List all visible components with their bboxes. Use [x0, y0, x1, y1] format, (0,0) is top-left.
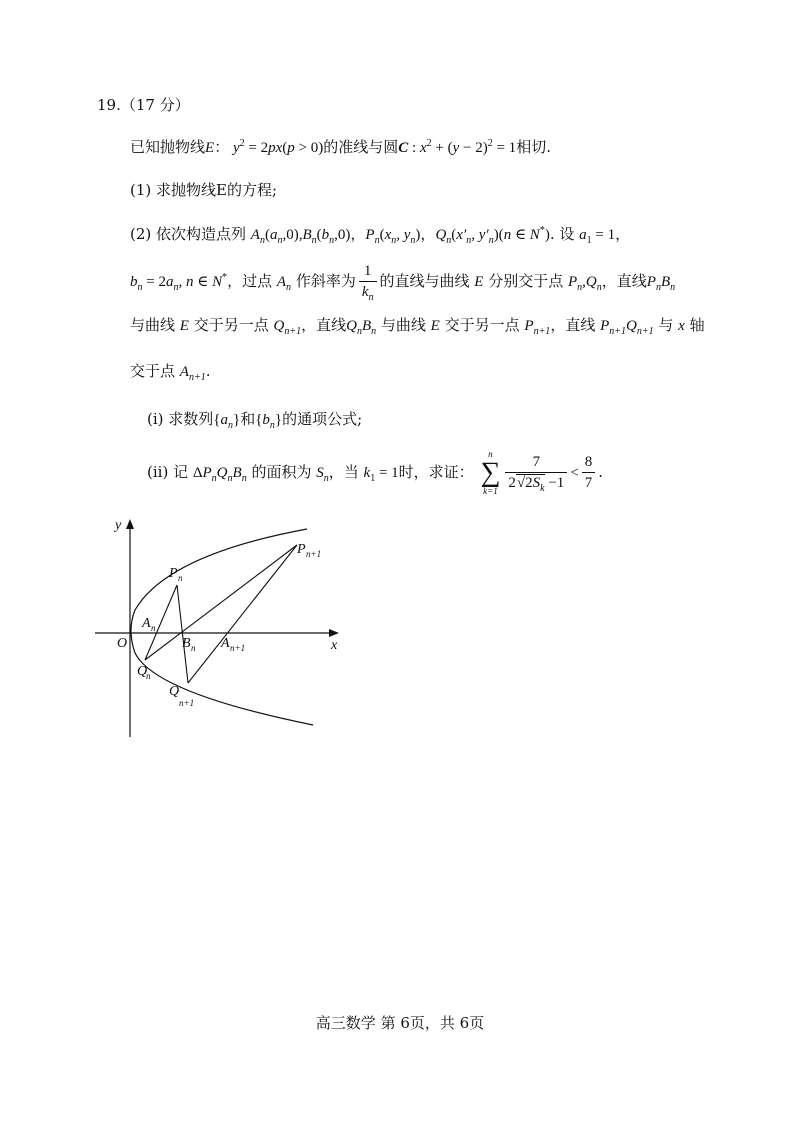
x-axis-arrow-icon [329, 629, 339, 637]
parabola-curve [131, 529, 313, 725]
sum-numerator: 7 [505, 453, 567, 473]
end-period: . [598, 463, 604, 481]
slope-numerator: 1 [359, 262, 377, 282]
sum-fraction [505, 453, 567, 493]
point-Pn-label: P [169, 566, 178, 581]
page-footer: 高三数学 第 6页，共 6页 [315, 1014, 485, 1032]
point-Pn1-subscript: n+1 [306, 549, 322, 559]
summation: n ∑ k=1 [480, 449, 501, 496]
point-Pn-subscript: n [178, 573, 183, 583]
parabola-figure [95, 515, 355, 745]
problem-number: 19.（17 分） [97, 96, 190, 114]
sum-lower: k=1 [483, 486, 498, 496]
rhs-numerator: 8 [582, 453, 596, 473]
point-Qn-label: Q [137, 664, 148, 679]
part-2-line-4: 交于点 $A_{n+1}$. [130, 362, 211, 383]
y-axis-label: y [115, 518, 122, 533]
point-An1-label: A [221, 636, 230, 651]
point-Qn1-subscript: n+1 [179, 698, 195, 708]
origin-label: O [117, 636, 128, 651]
sum-upper: n [488, 449, 493, 459]
sub-question-i: (i) 求数列$\{a_n\}$和$\{b_n\}$的通项公式; [147, 410, 363, 431]
inequality-sign: < [570, 465, 579, 481]
part-2-line-1: (2) 依次构造点列 $A_n(a_n,0),B_n(b_n,0)$，$P_n(x_n$, $y_n$)，$Q_n(x'_n$, $y'_n)(n$ ∈ N*). 设 $a_1 = 1$， [130, 225, 631, 246]
problem-intro: 已知抛物线E： $y^2 = 2px(p > 0)$的准线与圆C : $x^2 + (y - 2)^2 = 1$相切. [130, 138, 551, 156]
part-2-line-2: $b_n = 2a_n$, n ∈ N*，过点 $A_n$ 作斜率为 $\frac{1}{k_n}$ 的直线与曲线 E 分别交于点 $P_n,Q_n$，直线$P_nB_n$ [130, 263, 676, 303]
construction-lines [145, 545, 297, 683]
rhs-fraction [582, 453, 596, 493]
slope-denominator: $k_n$ [361, 283, 374, 303]
point-Qn-subscript: n [146, 671, 151, 681]
point-Qn1-label: Q [169, 684, 180, 699]
part-1: (1) 求抛物线E的方程; [130, 181, 278, 199]
point-Pn1-label: P [297, 542, 306, 557]
rhs-denominator: 7 [584, 475, 593, 491]
sub-question-ii: (ii) 记 $\Delta P_nQ_nB_n$ 的面积为 $S_n$，当 $k_1 = 1$时，求证： n ∑ k=1 $\frac{7}{2√2S_k -1}$ < $\frac{8}{7}$ . [147, 449, 604, 496]
point-An-subscript: n [151, 623, 156, 633]
point-Bn-label: B [182, 636, 191, 651]
point-An1-subscript: n+1 [230, 643, 246, 653]
part-2-lead: (2) 依次构造点列 [130, 225, 251, 243]
point-An-label: A [142, 616, 151, 631]
part-2-line-3: 与曲线 E 交于另一点 $Q_{n+1}$，直线$Q_nB_n$ 与曲线 E 交于另一点 $P_{n+1}$，直线 $P_{n+1}Q_{n+1}$ 与 x 轴 [130, 316, 705, 337]
x-axis-label: x [331, 638, 338, 653]
sum-denominator: $2√2S_k -1$ [508, 475, 565, 494]
y-axis-arrow-icon [126, 519, 134, 529]
slope-fraction [359, 262, 377, 302]
point-Bn-subscript: n [191, 643, 196, 653]
